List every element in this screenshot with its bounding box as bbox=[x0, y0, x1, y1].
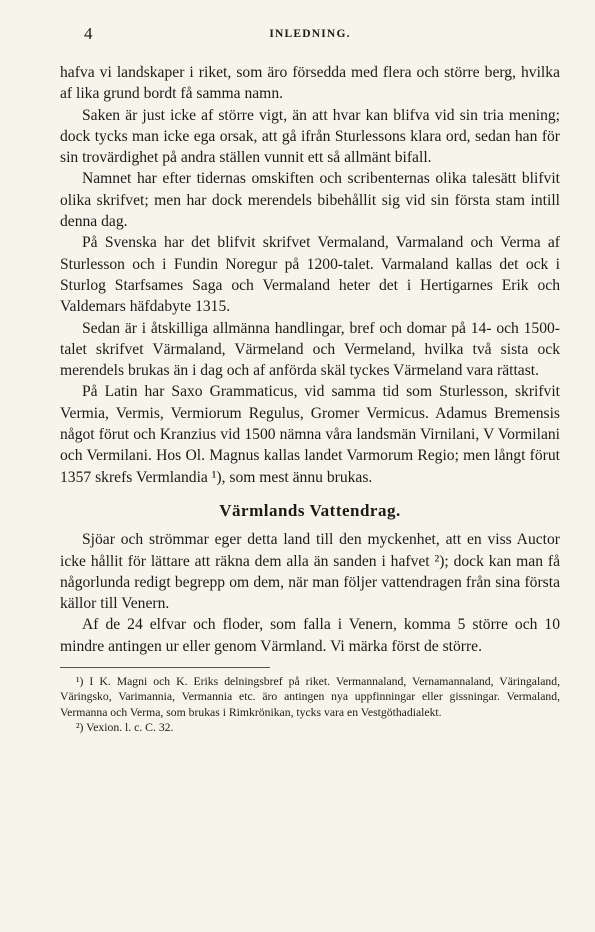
paragraph: Sjöar och strömmar eger detta land till den myckenhet, att en viss Auctor icke hållit för lättare att räkna dem alla än sanden i hafvet ²); dock kan man få någorlunda redigt begrepp om dem, när man följer vattendragen från sina första källor till Venern. bbox=[60, 531, 560, 613]
paragraph: Saken är just icke af större vigt, än att hvar kan blifva vid sin tria mening; dock tycks man icke ega orsak, att gå ifrån Sturlessons klara ord, sedan han för sin trovärdighet på andra ställen vunnit ett så allmänt bifall. bbox=[60, 106, 560, 167]
section-heading: Värmlands Vattendrag. bbox=[219, 500, 401, 520]
running-title: INLEDNING. bbox=[269, 28, 351, 40]
footnotes bbox=[60, 674, 560, 735]
book-page bbox=[60, 24, 560, 735]
footnote: ²) Vexion. l. c. C. 32. bbox=[76, 720, 174, 734]
paragraph: På Svenska har det blifvit skrifvet Vermaland, Varmaland och Verma af Sturlesson och i Fundin Noregur på 1200-talet. Varmaland kallas det ock i Sturlog Starfsames Saga och Vermaland heter det i Hertigarnes Erik och Valdemars häfdabyte 1315. bbox=[60, 234, 560, 316]
main-text bbox=[60, 62, 560, 657]
page-number: 4 bbox=[84, 24, 93, 43]
paragraph: På Latin har Saxo Grammaticus, vid samma tid som Sturlesson, skrifvit Vermia, Vermis, Vermiorum Regulus, Gromer Vermicus. Adamus Bremensis något förut och Kranzius vid 1500 nämna våra landsmän Virnilani, V Vormilani och Vermilani. Hos Ol. Magnus kallas landet Varmorum Regio; men långt förut 1357 skrefs Vermlandia ¹), som mest ännu brukas. bbox=[60, 383, 560, 486]
footnote: ¹) I K. Magni och K. Eriks delningsbref på riket. Vermannaland, Vernamannaland, Väringaland, Väringsko, Varimannia, Vermannia etc. äro antingen nya uppfinningar eller gissningar. Vermaland, Vermanna och Verma, som brukas i Rimkrönikan, tycks vara en Vestgöthadialekt. bbox=[60, 675, 560, 719]
footnote-divider bbox=[60, 667, 270, 668]
paragraph: Af de 24 elfvar och floder, som falla i Venern, komma 5 större och 10 mindre antingen ur eller genom Värmland. Vi märka först de större. bbox=[60, 616, 560, 655]
paragraph: Namnet har efter tidernas omskiften och scribenternas olika talesätt blifvit olika skrifvet; men har dock merendels bibehållit sig vid sin första stam intill denna dag. bbox=[60, 170, 560, 231]
page-header bbox=[60, 24, 560, 46]
paragraph: hafva vi landskaper i riket, som äro försedda med flera och större berg, hvilka af lika grund bordt få samma namn. bbox=[60, 64, 560, 103]
paragraph: Sedan är i åtskilliga allmänna handlingar, bref och domar på 14- och 1500-talet skrifvet Värmaland, Värmeland och Vermeland, hvilka två sista ock merendels brukas än i dag och af anförda skäl tyckes Värmeland vara rättast. bbox=[60, 319, 560, 380]
